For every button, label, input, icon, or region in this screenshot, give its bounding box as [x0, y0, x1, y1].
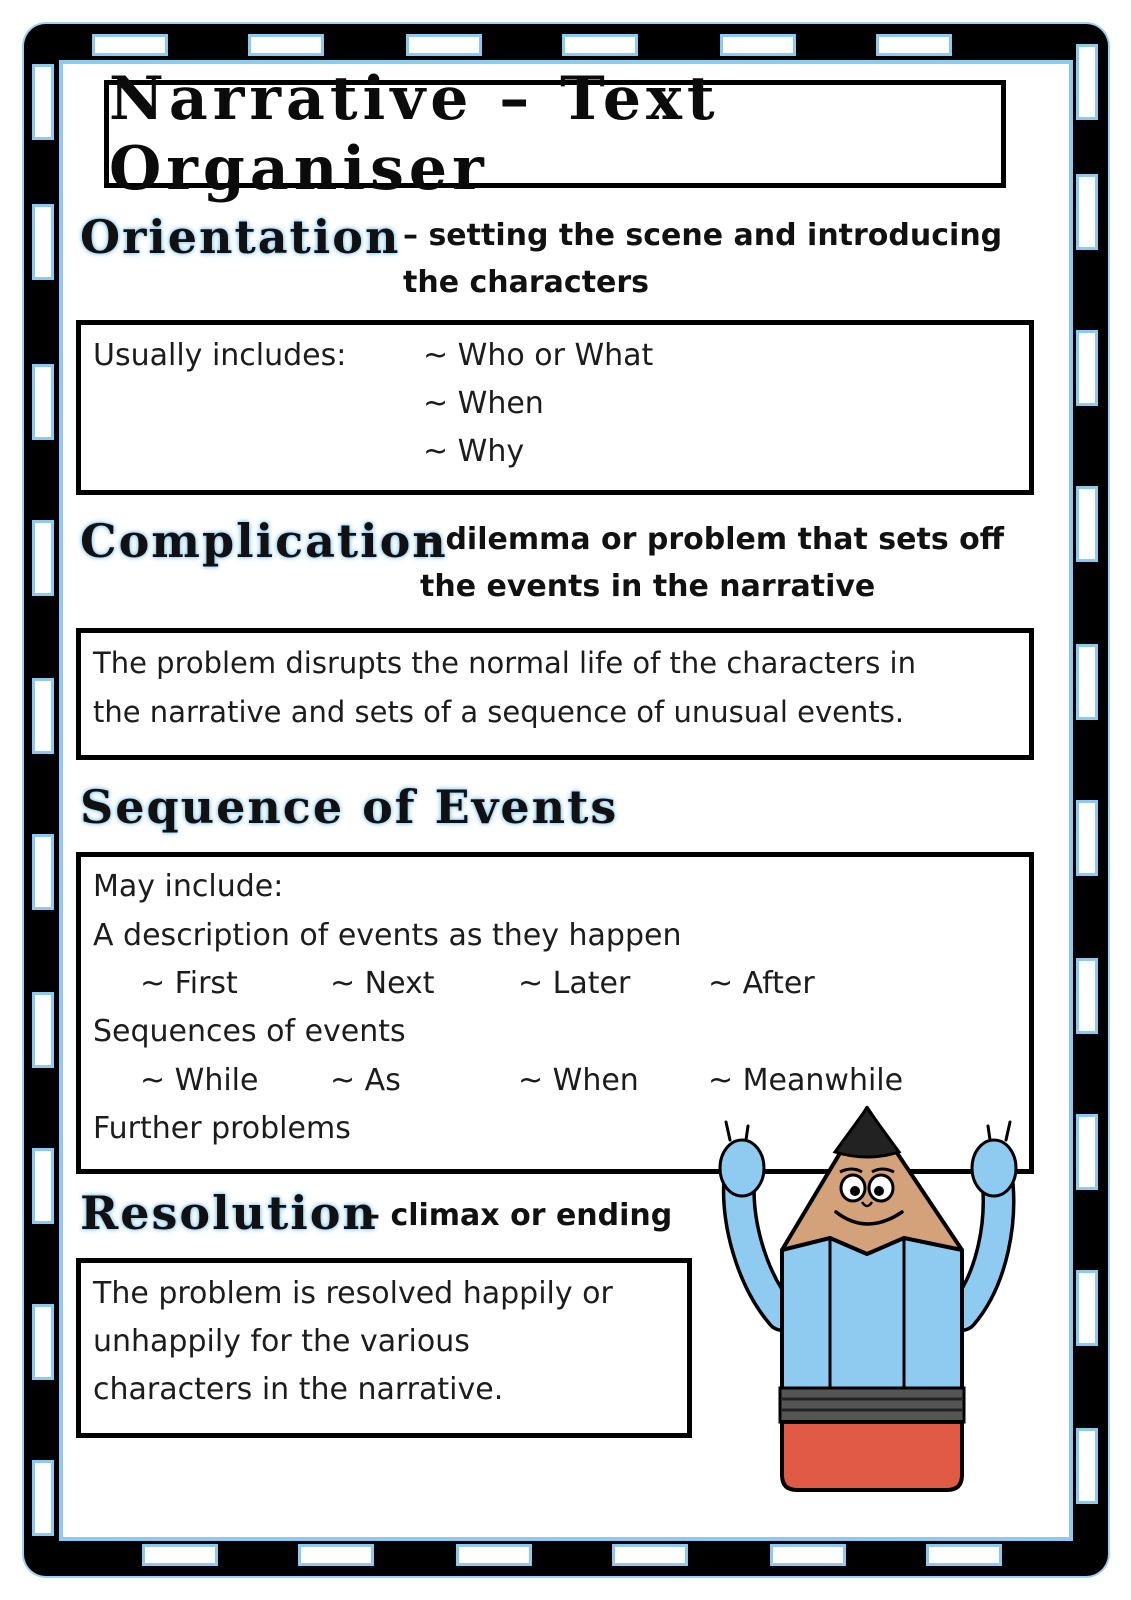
sequence-cue: ~ After: [708, 966, 815, 1001]
orientation-tagline: [403, 212, 1002, 306]
resolution-body-line: unhappily for the various: [93, 1324, 470, 1359]
frame-dash: [142, 1544, 218, 1566]
frame-dash: [92, 34, 168, 56]
frame-dash: [32, 364, 54, 440]
resolution-body-line: characters in the narrative.: [93, 1372, 504, 1407]
frame-dash: [1076, 174, 1098, 250]
frame-dash: [562, 34, 638, 56]
frame-dash: [248, 34, 324, 56]
frame-dash: [612, 1544, 688, 1566]
title-box: [104, 64, 1006, 204]
sequence-line: May include:: [93, 869, 284, 904]
frame-dash: [1076, 486, 1098, 562]
complication-body-line: The problem disrupts the normal life of the characters in: [93, 646, 916, 680]
orientation-item: ~ Why: [423, 434, 525, 469]
orientation-tagline-line-1: – setting the scene and introducing: [403, 218, 1003, 253]
frame-dash: [406, 34, 482, 56]
frame-dash: [32, 204, 54, 280]
sequence-cue: ~ First: [140, 966, 238, 1001]
pencil-left-hand: [720, 1122, 764, 1196]
frame-dash: [32, 520, 54, 596]
orientation-item: ~ When: [423, 386, 544, 421]
sequence-line: A description of events as they happen: [93, 918, 682, 953]
sequence-cue: ~ While: [140, 1063, 259, 1098]
frame-dash: [32, 1460, 54, 1536]
frame-dash: [32, 992, 54, 1068]
page-title: Narrative – Text Organiser: [109, 64, 720, 204]
resolution-heading: Resolution: [80, 1186, 378, 1240]
sequence-cue: ~ Meanwhile: [708, 1063, 904, 1098]
resolution-body-line: The problem is resolved happily or: [93, 1276, 613, 1311]
pencil-eraser: [782, 1422, 962, 1490]
frame-dash: [1076, 800, 1098, 876]
frame-dash: [32, 834, 54, 910]
frame-dash: [1076, 1270, 1098, 1346]
frame-dash: [32, 64, 54, 140]
complication-tagline: [420, 516, 1004, 610]
orientation-item: ~ Who or What: [423, 338, 654, 373]
orientation-heading: Orientation: [80, 210, 401, 264]
frame-dash: [720, 34, 796, 56]
frame-dash: [1076, 44, 1098, 120]
frame-dash: [770, 1544, 846, 1566]
resolution-tagline: – climax or ending: [365, 1198, 673, 1233]
complication-tagline-line-1: – dilemma or problem that sets off: [420, 522, 1005, 557]
complication-heading: Complication: [80, 514, 448, 568]
frame-dash: [456, 1544, 532, 1566]
sequence-cue: ~ Later: [518, 966, 631, 1001]
frame-dash: [1076, 644, 1098, 720]
orientation-label: Usually includes:: [93, 338, 347, 373]
frame-dash: [1076, 958, 1098, 1034]
pencil-lead: [835, 1108, 899, 1157]
complication-body-line: the narrative and sets of a sequence of unusual events.: [93, 695, 905, 729]
sequence-cue: ~ Next: [330, 966, 435, 1001]
complication-tagline-line-2: the events in the narrative: [420, 569, 876, 604]
sequence-cue: ~ When: [518, 1063, 639, 1098]
frame-dash: [32, 678, 54, 754]
pencil-ferrule: [780, 1388, 964, 1422]
frame-dash: [1076, 1428, 1098, 1504]
frame-dash: [32, 1148, 54, 1224]
sequence-line: Further problems: [93, 1111, 351, 1146]
pencil-body: [782, 1238, 962, 1390]
sequence-cue: ~ As: [330, 1063, 401, 1098]
frame-dash: [926, 1544, 1002, 1566]
frame-dash: [1076, 330, 1098, 406]
frame-dash: [32, 1304, 54, 1380]
frame-dash: [298, 1544, 374, 1566]
pencil-mascot-illustration: [712, 1100, 1022, 1500]
sequence-heading: Sequence of Events: [80, 780, 619, 834]
sequence-line: Sequences of events: [93, 1014, 406, 1049]
frame-dash: [876, 34, 952, 56]
frame-dash: [1076, 1114, 1098, 1190]
pencil-right-hand: [972, 1122, 1016, 1196]
orientation-tagline-line-2: the characters: [403, 265, 650, 300]
